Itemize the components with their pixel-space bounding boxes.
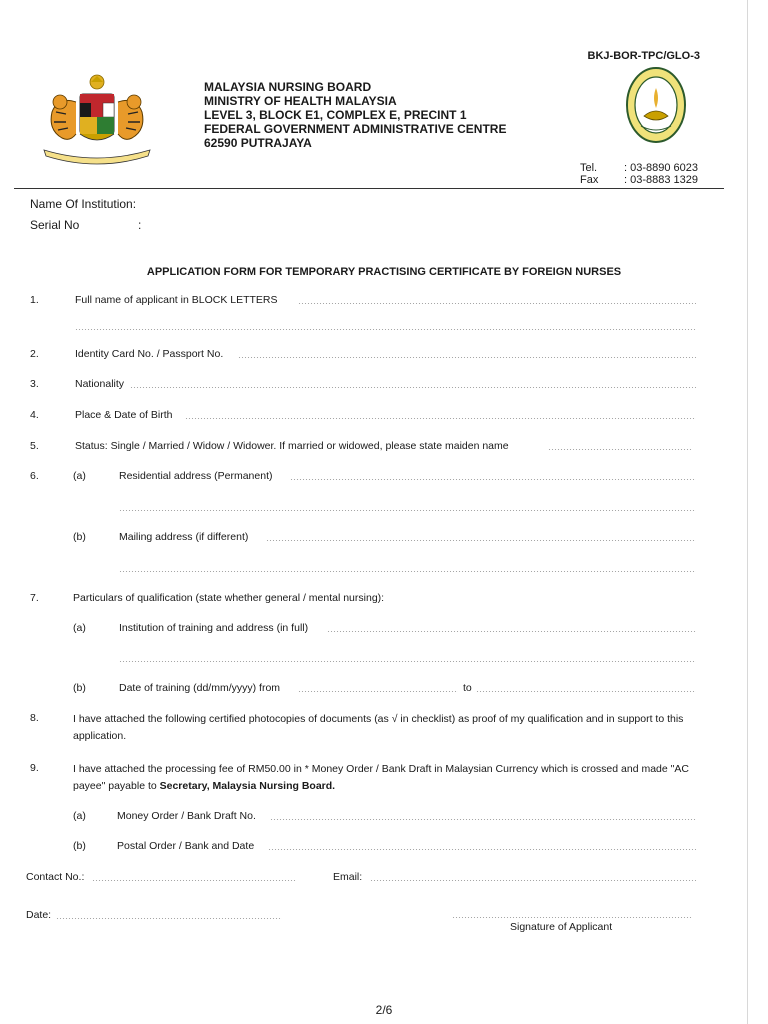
tel-value: : 03-8890 6023 [624,162,699,174]
residential-address-field[interactable] [290,479,696,480]
date-label: Date: [26,909,52,921]
mailing-address-label: Mailing address (if different) [119,531,249,543]
fee-payee: Secretary, Malaysia Nursing Board. [159,780,336,792]
training-to-label: to [463,682,472,694]
institution-label: Name Of Institution: [30,197,137,211]
training-institution-field-line2[interactable] [119,661,696,662]
office-contact [580,162,698,186]
full-name-field-line2[interactable] [75,329,696,330]
contact-field[interactable] [92,880,296,881]
address-line: MINISTRY OF HEALTH MALAYSIA [204,94,397,108]
date-field[interactable] [56,918,282,919]
sub-label: (a) [73,470,86,482]
fax-label: Fax [580,174,599,186]
birth-field[interactable] [185,418,696,419]
address-line: 62590 PUTRAJAYA [204,136,312,150]
qualification-label: Particulars of qualification (state whether general / mental nursing): [73,592,385,604]
residential-address-field-line2[interactable] [119,510,696,511]
item-number: 2. [30,348,39,360]
training-date-label: Date of training (dd/mm/yyyy) from [119,682,281,694]
item-number: 4. [30,409,39,421]
documents-statement: I have attached the following certified photocopies of documents (as √ in checklist) as proof of my qualification and in support to this application. [73,713,684,742]
contact-label: Contact No.: [26,871,85,883]
fax-value: : 03-8883 1329 [624,174,699,186]
residential-address-label: Residential address (Permanent) [119,470,273,482]
id-passport-label: Identity Card No. / Passport No. [75,348,224,360]
item-number: 9. [30,762,39,774]
mailing-address-field[interactable] [266,540,696,541]
nursing-board-seal-icon [625,66,687,144]
nationality-field[interactable] [130,387,696,388]
form-title: APPLICATION FORM FOR TEMPORARY PRACTISING CERTIFICATE BY FOREIGN NURSES [146,266,622,278]
sub-label: (b) [73,840,86,852]
address-line: FEDERAL GOVERNMENT ADMINISTRATIVE CENTRE [204,122,507,136]
money-order-label: Money Order / Bank Draft No. [117,810,256,822]
address-line: MALAYSIA NURSING BOARD [204,80,372,94]
page-number: 2/6 [375,1003,393,1017]
fee-statement-text: I have attached the processing fee of RM50.00 in * Money Order / Bank Draft in Malaysian Currency which is crossed and made "AC payee" payable to [73,763,689,792]
training-to-field[interactable] [476,691,696,692]
signature-field[interactable] [452,917,692,918]
signature-label: Signature of Applicant [510,921,613,933]
page-edge [747,0,748,1024]
tel-label: Tel. [580,162,598,174]
status-label: Status: Single / Married / Widow / Widower. If married or widowed, please state maiden name [75,440,509,452]
mailing-address-field-line2[interactable] [119,571,696,572]
id-passport-field[interactable] [238,357,696,358]
training-institution-field[interactable] [327,631,696,632]
postal-order-field[interactable] [268,849,696,850]
item-number: 6. [30,470,39,482]
sub-label: (b) [73,531,86,543]
address-line: LEVEL 3, BLOCK E1, COMPLEX E, PRECINT 1 [204,108,467,122]
item-number: 1. [30,294,39,306]
training-from-field[interactable] [298,691,458,692]
sub-label: (b) [73,682,86,694]
item-number: 8. [30,712,39,724]
training-institution-label: Institution of training and address (in full) [119,622,309,634]
malaysia-coat-of-arms-icon [36,72,158,168]
birth-label: Place & Date of Birth [75,409,173,421]
sub-label: (a) [73,810,86,822]
serial-label: Serial No [30,218,80,232]
full-name-label: Full name of applicant in BLOCK LETTERS [75,294,278,306]
item-number: 3. [30,378,39,390]
email-field[interactable] [370,880,696,881]
nationality-label: Nationality [75,378,125,390]
postal-order-label: Postal Order / Bank and Date [117,840,255,852]
money-order-field[interactable] [270,819,696,820]
maiden-name-field[interactable] [548,449,692,450]
full-name-field[interactable] [298,303,696,304]
email-label: Email: [333,871,363,883]
serial-colon: : [138,218,142,232]
sub-label: (a) [73,622,86,634]
header-divider [14,188,724,189]
organization-address [204,80,506,150]
item-number: 7. [30,592,39,604]
document-code: BKJ-BOR-TPC/GLO-3 [587,50,700,62]
item-number: 5. [30,440,39,452]
fee-statement [73,761,703,795]
